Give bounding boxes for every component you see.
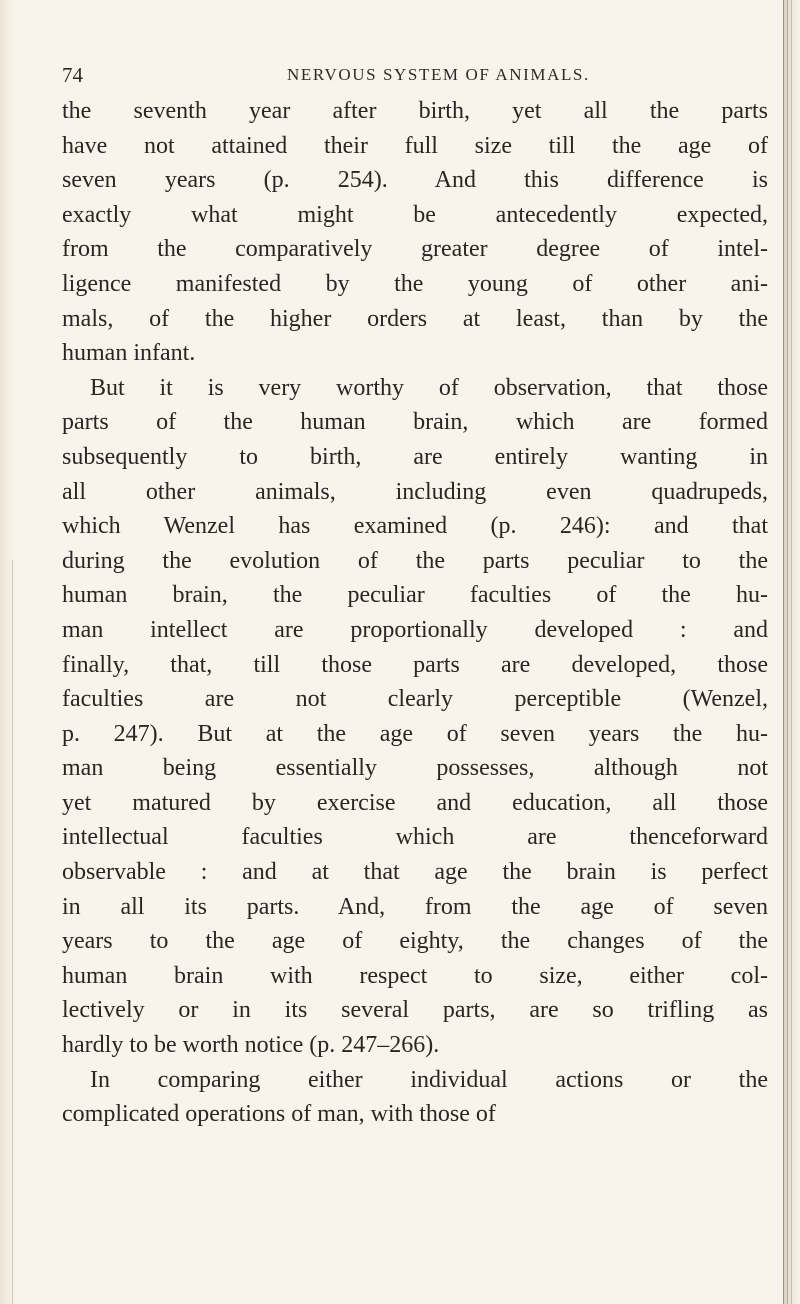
text-line: man intellect are proportionally developed : and	[62, 616, 768, 643]
text-line: parts of the human brain, which are formed	[62, 409, 768, 436]
text-line: in all its parts. And, from the age of seven	[62, 893, 768, 920]
text-line: yet matured by exercise and education, all those	[62, 789, 768, 816]
text-line: In comparing either individual actions or the	[90, 1066, 768, 1093]
text-line: p. 247). But at the age of seven years the hu-	[62, 720, 768, 747]
text-line: human brain with respect to size, either col-	[62, 962, 768, 989]
text-line: But it is very worthy of observation, that those	[90, 374, 768, 401]
body-text	[62, 94, 768, 1132]
text-line: seven years (p. 254). And this difference is	[62, 167, 768, 194]
text-line: subsequently to birth, are entirely wanting in	[62, 443, 768, 470]
text-line: observable : and at that age the brain is perfect	[62, 859, 768, 886]
page-edge-line	[787, 0, 788, 1304]
text-line: lectively or in its several parts, are so trifling as	[62, 997, 768, 1024]
text-line: finally, that, till those parts are developed, those	[62, 651, 768, 678]
text-line: have not attained their full size till the age of	[62, 132, 768, 159]
text-line: complicated operations of man, with those of	[62, 1101, 496, 1128]
text-line: faculties are not clearly perceptible (Wenzel,	[62, 686, 768, 713]
text-line: years to the age of eighty, the changes of the	[62, 928, 768, 955]
text-line: exactly what might be antecedently expected,	[62, 201, 768, 228]
running-head	[62, 60, 706, 90]
text-line: hardly to be worth notice (p. 247–266).	[62, 1032, 440, 1059]
page-edge-line	[783, 0, 784, 1304]
gutter-line	[12, 560, 13, 1304]
page-edge-line	[791, 0, 792, 1304]
text-line: man being essentially possesses, although not	[62, 755, 768, 782]
text-line: which Wenzel has examined (p. 246): and that	[62, 513, 768, 540]
text-line: mals, of the higher orders at least, than by the	[62, 305, 768, 332]
text-line: all other animals, including even quadrupeds,	[62, 478, 768, 505]
text-line: intellectual faculties which are thenceforward	[62, 824, 768, 851]
text-line: the seventh year after birth, yet all the parts	[62, 98, 768, 124]
text-line: human infant.	[62, 340, 196, 367]
page-number: 74	[62, 63, 83, 87]
running-title: NERVOUS SYSTEM OF ANIMALS.	[287, 65, 590, 84]
text-line: from the comparatively greater degree of intel-	[62, 236, 768, 263]
text-line: human brain, the peculiar faculties of the hu-	[62, 582, 768, 609]
text-line: ligence manifested by the young of other ani-	[62, 270, 768, 297]
text-line: during the evolution of the parts peculiar to the	[62, 547, 768, 574]
